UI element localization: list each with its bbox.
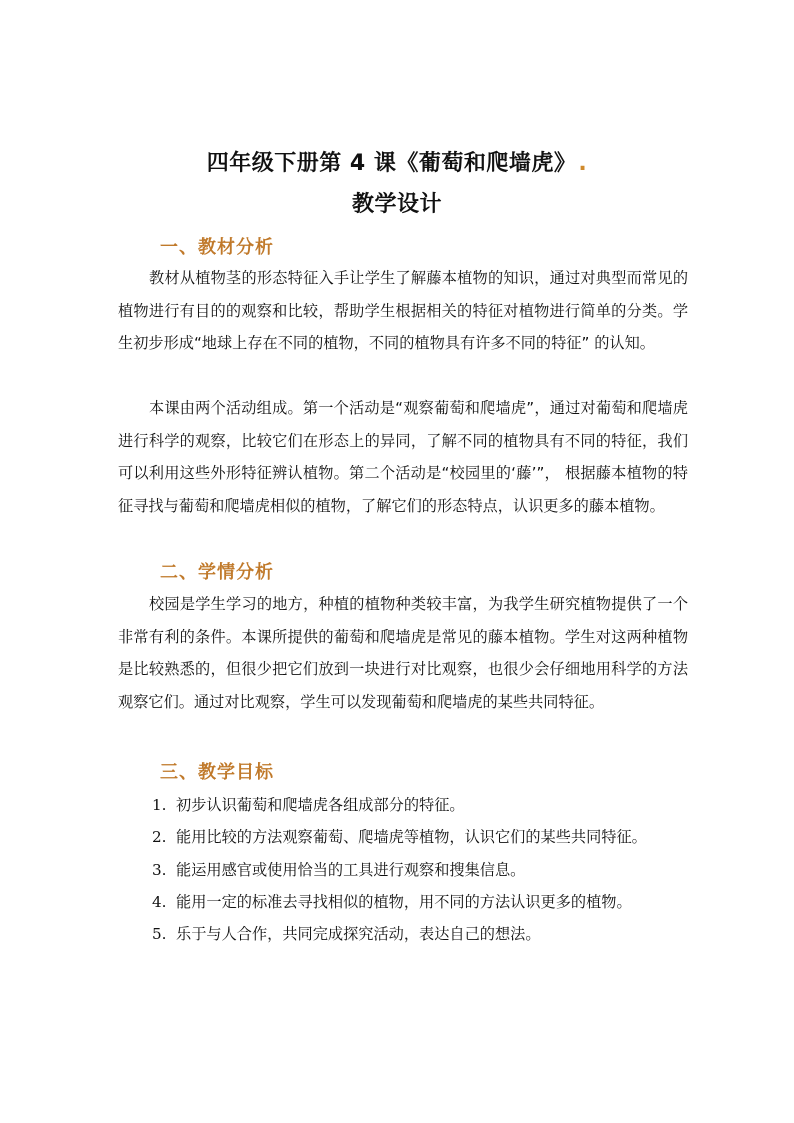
list-number: 1. [152,796,167,814]
list-item [118,854,698,886]
list-item [118,886,698,918]
list-number: 2. [152,828,167,847]
list-number: 4. [152,892,167,911]
paragraph: 校园是学生学习的地方，种植的植物种类较丰富，为我学生研究植物提供了一个非常有利的条件。本课所提供的葡萄和爬墙虎是常见的藤本植物。学生对这两种植物是比较熟悉的，但很少把它们放到一块进行对比观察，也很少会仔细地用科学的方法观察它们。通过对比观察，学生可以发现葡萄和爬墙虎的某些共同特征。 [118,595,688,711]
document-title [0,146,794,177]
list-text: 乐于与人合作，共同完成探究活动，表达自己的想法。 [176,925,541,944]
paragraph: 教材从植物茎的形态特征入手让学生了解藤本植物的知识，通过对典型而常见的植物进行有目的的观察和比较，帮助学生根据相关的特征对植物进行简单的分类。学生初步形成“地球上存在不同的植物，不同的植物具有许多不同的特征” 的认知。 [118,269,688,352]
title-dot: . [578,151,588,176]
list-text: 能用比较的方法观察葡萄、爬墙虎等植物，认识它们的某些共同特征。 [176,828,647,847]
paragraph: 本课由两个活动组成。第一个活动是“观察葡萄和爬墙虎”，通过对葡萄和爬墙虎进行科学的观察，比较它们在形态上的异同，了解不同的植物具有不同的特征，我们可以利用这些外形特征辨认植物。第二个活动是“校园里的‘藤’”， 根据藤本植物的特征寻找与葡萄和爬墙虎相似的植物，了解它们的形态特点，认识更多的藤本植物。 [118,399,688,515]
list-item [118,789,698,821]
list-text: 初步认识葡萄和爬墙虎各组成部分的特征。 [176,796,465,814]
list-item [118,918,698,950]
list-number: 5. [152,925,167,944]
title-text: 四年级下册第 4 课《葡萄和爬墙虎》 [206,151,577,176]
section-heading-teaching-objectives: 三、教学目标 [160,762,274,783]
section-heading-student-analysis: 二、学情分析 [160,562,274,583]
list-item [118,821,698,853]
list-text: 能运用感官或使用恰当的工具进行观察和搜集信息。 [176,860,526,879]
document-subtitle: 教学设计 [351,192,442,217]
list-number: 3. [152,860,167,879]
objectives-list [118,789,698,950]
section-heading-textbook-analysis: 一、教材分析 [160,237,274,258]
list-text: 能用一定的标准去寻找相似的植物，用不同的方法认识更多的植物。 [176,892,632,911]
